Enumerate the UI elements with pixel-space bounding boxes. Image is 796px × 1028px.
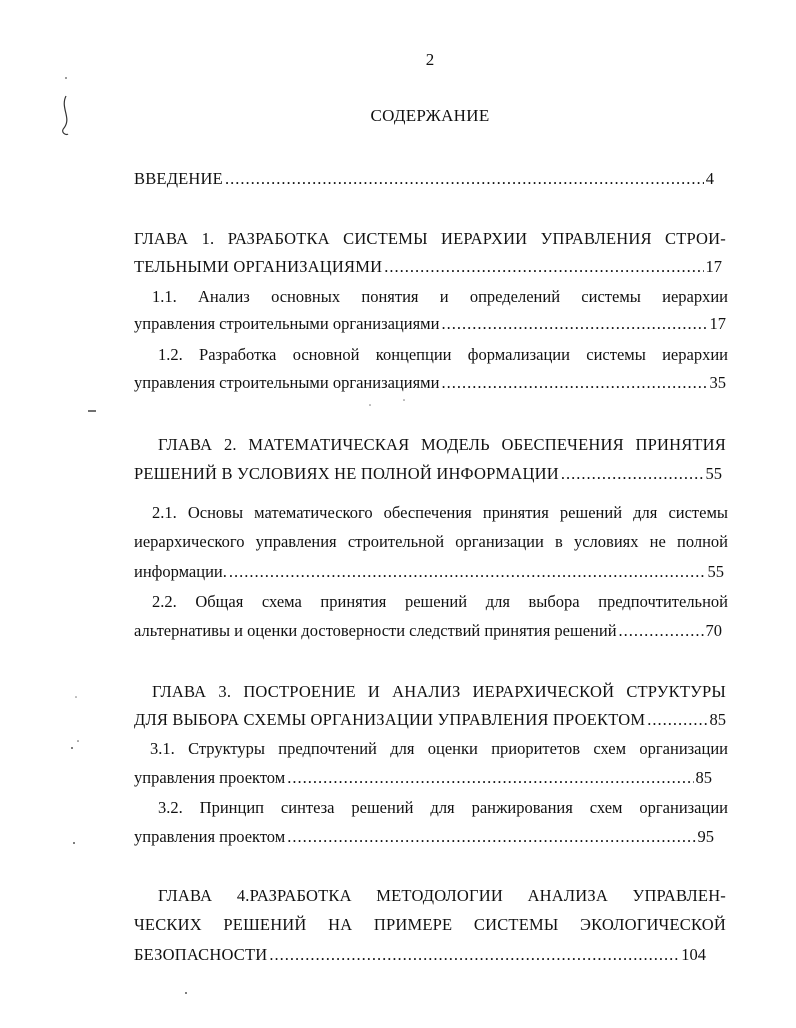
- section-2-2-line-1: 2.2. Общая схема принятия решений для выбора предпочтительной: [152, 592, 728, 611]
- speck: [185, 992, 187, 994]
- chapter-3-title-line-1: ГЛАВА 3. ПОСТРОЕНИЕ И АНАЛИЗ ИЕРАРХИЧЕСКОЙ СТРУКТУРЫ: [152, 682, 726, 701]
- chapter-2-title-line-2: РЕШЕНИЙ В УСЛОВИЯХ НЕ ПОЛНОЙ ИНФОРМАЦИИ: [134, 464, 559, 483]
- chapter-4-title-line-2: ЧЕСКИХ РЕШЕНИЙ НА ПРИМЕРЕ СИСТЕМЫ ЭКОЛОГИЧЕСКОЙ: [134, 915, 726, 934]
- chapter-3-entry: [134, 709, 726, 731]
- chapter-1-entry: [134, 256, 722, 278]
- section-1-1-line-2: управления строительными организациями: [134, 314, 440, 333]
- section-2-1-line-3: информации.: [134, 562, 227, 581]
- section-3-1-page: 85: [695, 768, 712, 787]
- toc-entry-intro-page: 4: [705, 169, 714, 188]
- chapter-4-title-line-3: БЕЗОПАСНОСТИ: [134, 945, 268, 964]
- section-2-1-entry: [134, 561, 724, 583]
- section-3-1-line-2: управления проектом: [134, 768, 286, 787]
- chapter-2-title-line-1: ГЛАВА 2. МАТЕМАТИЧЕСКАЯ МОДЕЛЬ ОБЕСПЕЧЕНИЯ ПРИНЯТИЯ: [158, 435, 726, 454]
- dot-leader: [269, 944, 679, 966]
- chapter-1-title-line-1: ГЛАВА 1. РАЗРАБОТКА СИСТЕМЫ ИЕРАРХИИ УПРАВЛЕНИЯ СТРОИ-: [134, 229, 726, 248]
- section-1-1-line-1: 1.1. Анализ основных понятия и определений системы иерархии: [152, 287, 728, 306]
- section-2-2-line-2: альтернативы и оценки достоверности следствий принятия решений: [134, 621, 617, 640]
- dot-leader: [441, 313, 707, 335]
- chapter-3-title-line-2: ДЛЯ ВЫБОРА СХЕМЫ ОРГАНИЗАЦИИ УПРАВЛЕНИЯ ПРОЕКТОМ: [134, 710, 646, 729]
- dot-leader: [647, 709, 707, 731]
- page-number: 2: [425, 50, 435, 69]
- chapter-2-page: 55: [705, 464, 722, 483]
- dot-leader: [561, 463, 704, 485]
- section-3-1-line-1: 3.1. Структуры предпочтений для оценки приоритетов схем организации: [150, 739, 728, 758]
- section-1-1-page: 17: [709, 314, 726, 333]
- speck: [403, 399, 405, 401]
- dot-leader: [225, 168, 704, 190]
- dot-leader: [384, 256, 703, 278]
- speck: [73, 842, 75, 844]
- speck: [75, 696, 77, 698]
- dot-leader: [287, 826, 695, 848]
- speck: [65, 77, 67, 79]
- toc-entry-intro: [134, 168, 714, 190]
- section-2-1-line-1: 2.1. Основы математического обеспечения принятия решений для системы: [152, 503, 728, 522]
- section-2-2-entry: [134, 620, 722, 642]
- section-1-1-entry: [134, 313, 726, 335]
- section-1-2-entry: [134, 372, 726, 394]
- section-3-1-entry: [134, 767, 712, 789]
- section-1-2-page: 35: [709, 373, 726, 392]
- speck: [71, 747, 73, 749]
- section-3-2-page: 95: [697, 827, 714, 846]
- chapter-4-page: 104: [681, 945, 706, 964]
- dot-leader: [287, 767, 693, 789]
- section-3-2-line-2: управления проектом: [134, 827, 286, 846]
- dot-leader: [229, 561, 706, 583]
- section-2-1-page: 55: [707, 562, 724, 581]
- section-3-2-line-1: 3.2. Принцип синтеза решений для ранжирования схем организации: [158, 798, 728, 817]
- chapter-3-page: 85: [709, 710, 726, 729]
- toc-entry-intro-label: ВВЕДЕНИЕ: [134, 169, 223, 188]
- chapter-4-entry: [134, 944, 706, 966]
- section-2-2-page: 70: [705, 621, 722, 640]
- section-2-1-line-2: иерархического управления строительной организации в условиях не полной: [134, 532, 728, 551]
- speck: [77, 740, 79, 742]
- section-3-2-entry: [134, 826, 714, 848]
- chapter-2-entry: [134, 463, 722, 485]
- section-1-2-line-1: 1.2. Разработка основной концепции формализации системы иерархии: [158, 345, 728, 364]
- chapter-4-title-line-1: ГЛАВА 4.РАЗРАБОТКА МЕТОДОЛОГИИ АНАЛИЗА УПРАВЛЕН-: [158, 886, 726, 905]
- chapter-1-page: 17: [705, 257, 722, 276]
- dot-leader: [441, 372, 707, 394]
- chapter-1-title-line-2: ТЕЛЬНЫМИ ОРГАНИЗАЦИЯМИ: [134, 257, 383, 276]
- dot-leader: [619, 620, 704, 642]
- speck: [369, 404, 371, 406]
- toc-title: СОДЕРЖАНИЕ: [370, 106, 490, 125]
- section-1-2-line-2: управления строительными организациями: [134, 373, 440, 392]
